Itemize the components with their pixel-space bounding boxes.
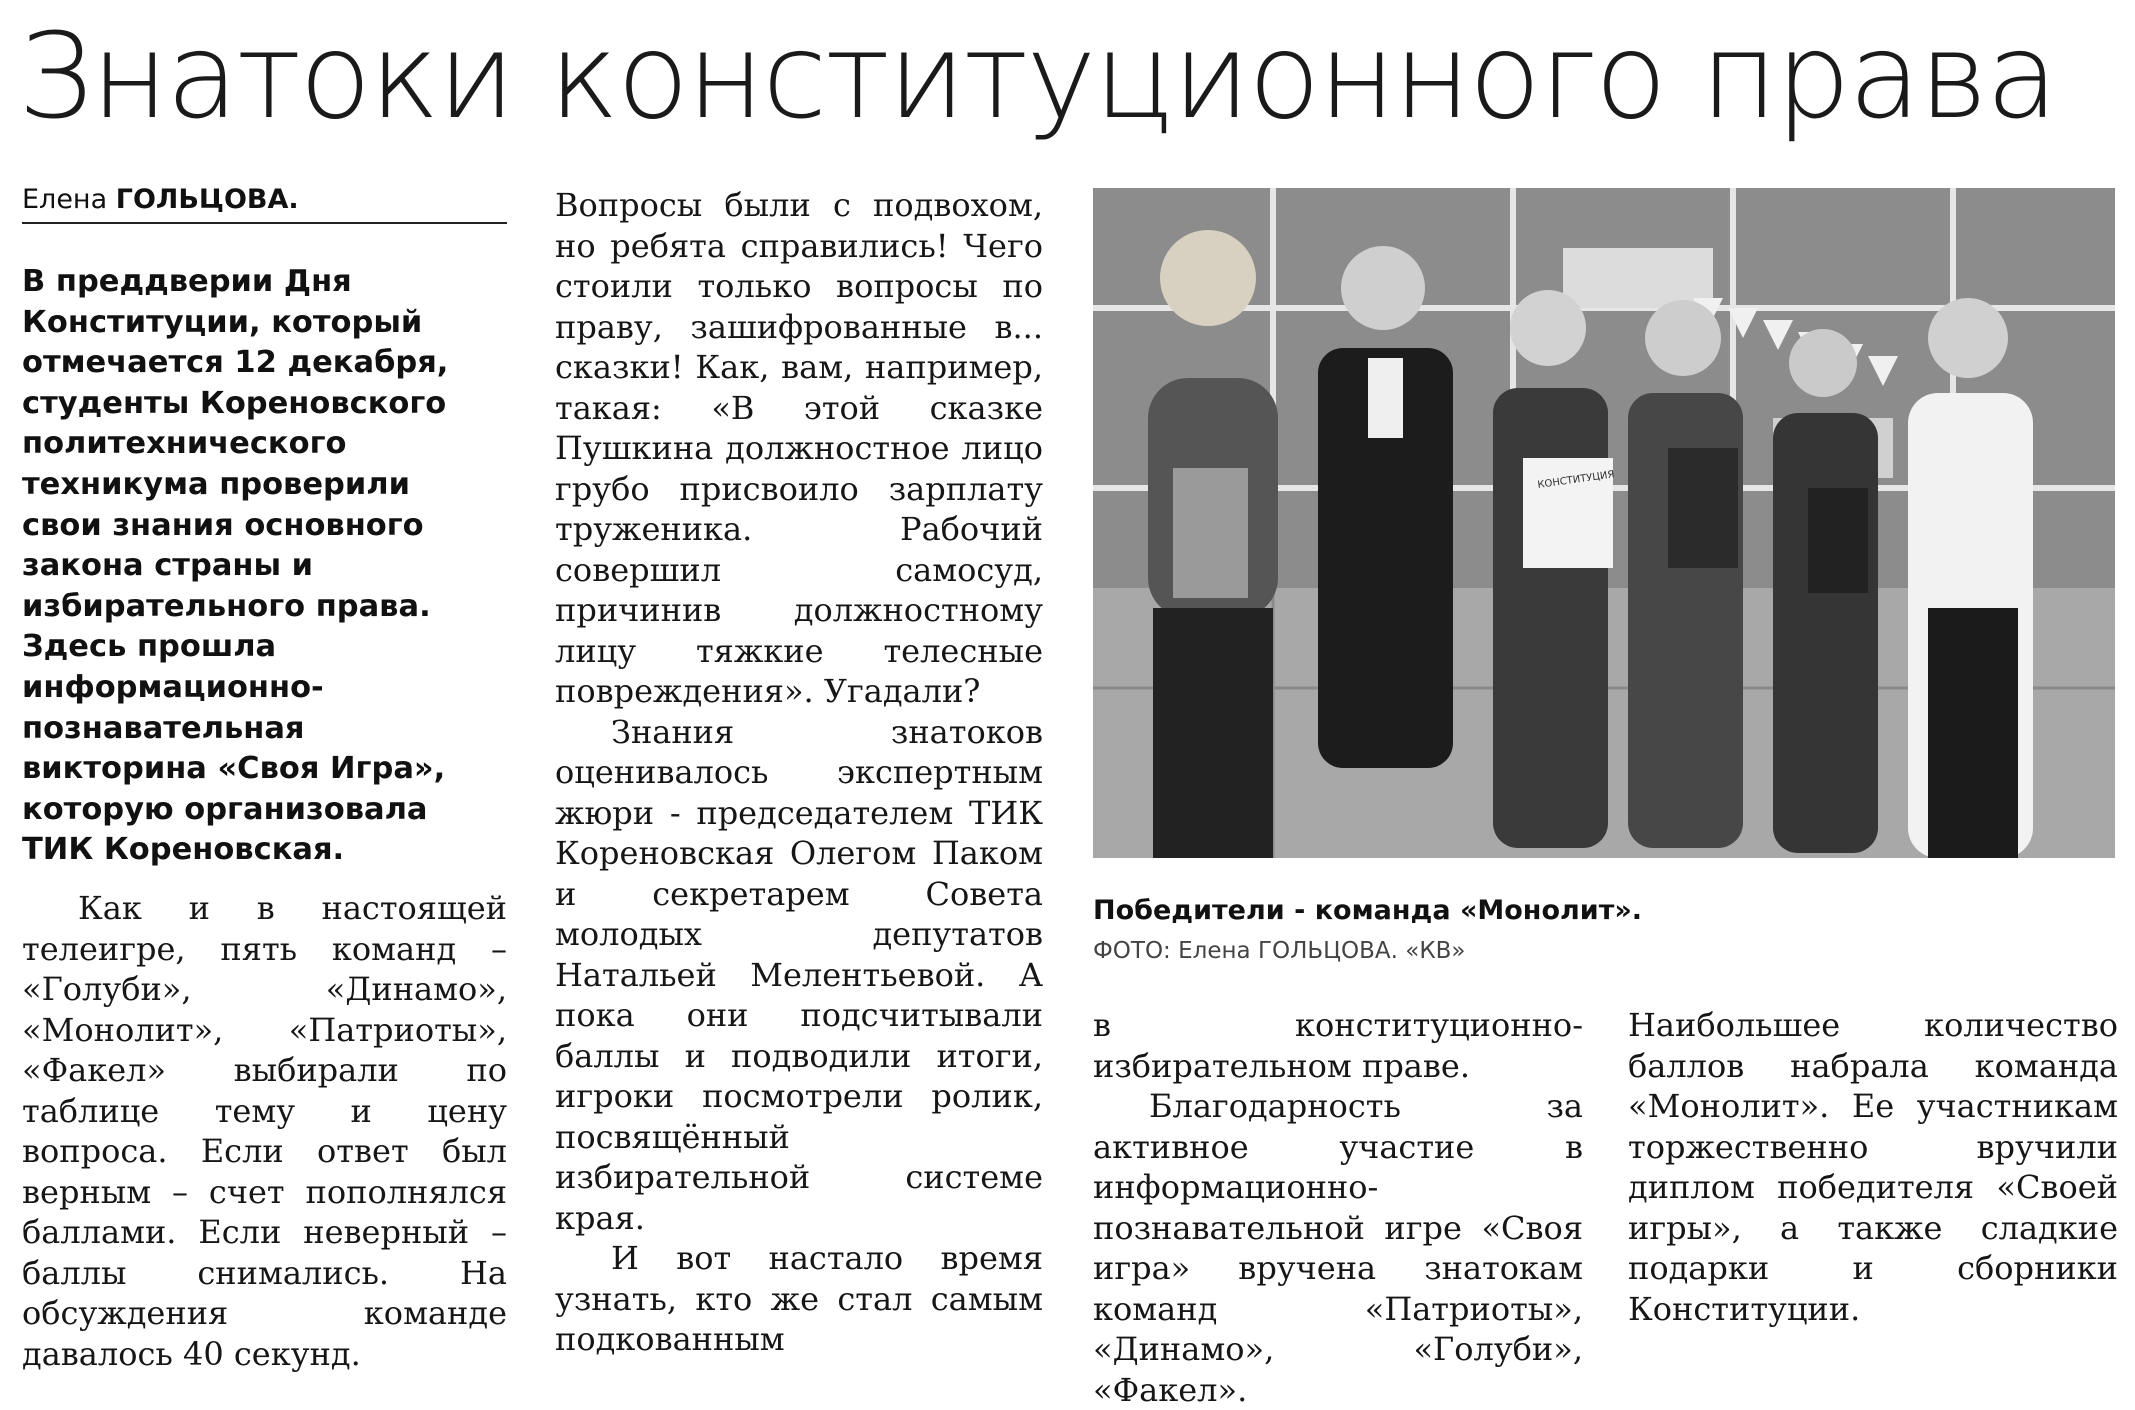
headline: Знатоки конституционного права <box>18 7 2057 145</box>
article-column-2 <box>555 185 1043 1360</box>
paragraph: Как и в настоящей телеигре, пять команд – «Голуби», «Динамо», «Монолит», «Патриоты», «Факел» выбирали по таблице тему и цену вопроса. Если ответ был верным – счет пополнялся баллами. Если неверный – баллы снимались. На обсуждения команде давалось 40 секунд. <box>22 889 507 1373</box>
paragraph: Наибольшее количество баллов набрала команда «Монолит». Ее участникам торжественно вручили диплом победителя «Своей игры», а также сладкие подарки и сборники Конституции. <box>1628 1006 2118 1328</box>
article-column-3 <box>1093 1005 1583 1410</box>
paragraph: в конституционно-избирательном праве. <box>1093 1006 1583 1085</box>
paragraph: Благодарность за активное участие в информационно-познавательной игре «Своя игра» вручена знатокам команд «Патриоты», «Динамо», «Голуби», «Факел». <box>1093 1087 1583 1409</box>
article-column-1 <box>22 888 507 1374</box>
photo-credit: ФОТО: Елена ГОЛЬЦОВА. «КВ» <box>1093 938 1466 964</box>
byline-name: Елена <box>22 184 108 215</box>
byline-surname: ГОЛЬЦОВА. <box>115 184 299 215</box>
photo-book-label: КОНСТИТУЦИЯ <box>1536 469 1616 491</box>
paragraph: И вот настало время узнать, кто же стал самым подкованным <box>555 1239 1043 1358</box>
byline <box>22 182 507 224</box>
paragraph: Знания знатоков оценивалось экспертным жюри - председателем ТИК Кореновская Олегом Паком и секретарем Совета молодых депутатов Натальей Мелентьевой. А пока они подсчитывали баллы и подводили итоги, игроки посмотрели ролик, посвящённый избирательной системе края. <box>555 712 1043 1237</box>
article-photo <box>1093 188 2115 858</box>
photo-caption: Победители - команда «Монолит». <box>1093 895 1643 926</box>
photo-illustration <box>1093 188 2115 858</box>
paragraph: Вопросы были с подвохом, но ребята справились! Чего стоили только вопросы по праву, зашифрованные в... сказки! Как, вам, например, такая: «В этой сказке Пушкина должностное лицо грубо присвоило зарплату труженика. Рабочий совершил самосуд, причинив должностному лицу тяжкие телесные повреждения». Угадали? <box>555 186 1043 710</box>
article-column-4 <box>1628 1005 2118 1329</box>
lead-paragraph: В преддверии Дня Конституции, который отмечается 12 декабря, студенты Кореновского политехнического техникума проверили свои знания основного закона страны и избирательного права. Здесь прошла информационно-познавательная викторина «Своя Игра», которую организовала ТИК Кореновская. <box>22 264 449 868</box>
